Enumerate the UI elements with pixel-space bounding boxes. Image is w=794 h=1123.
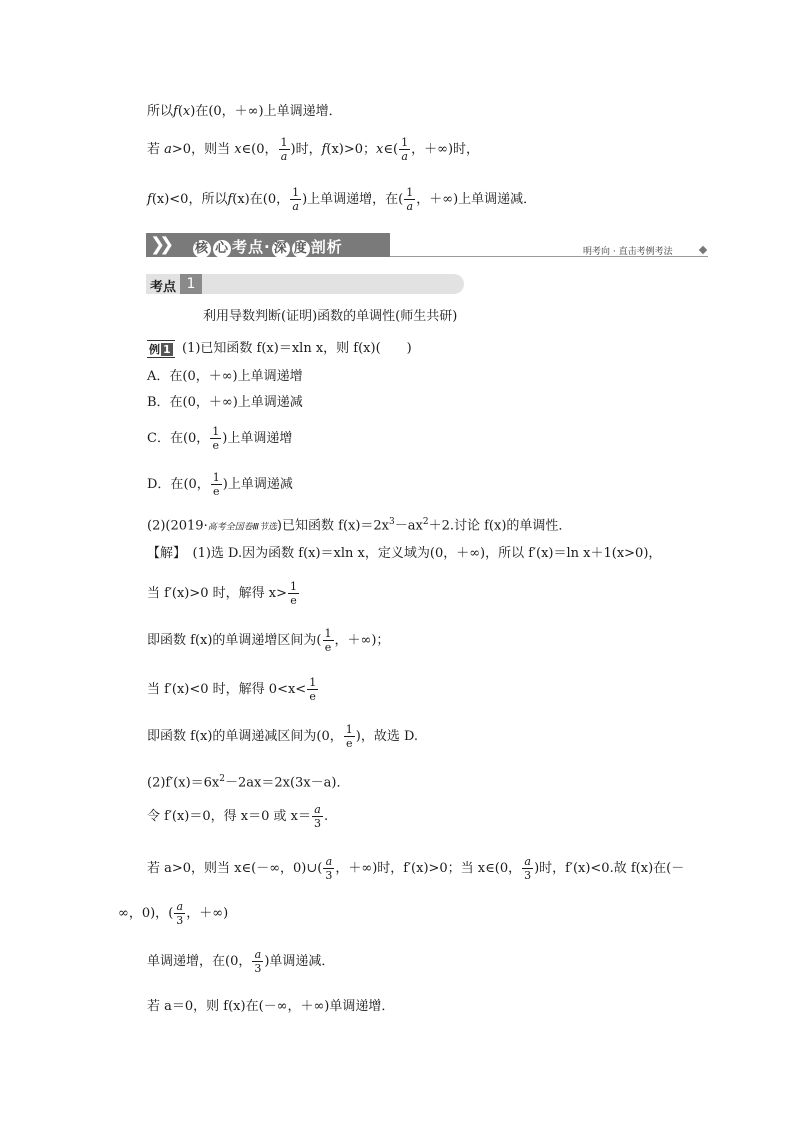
solution-line-8: 若 a>0，则当 x∈(－∞，0)∪( $\frac{a}{3}$ ，＋∞)时，f′(x)>0；当 x∈(0， $\frac{a}{3}$ )时，f′(x)<0.故 f(x)在(－	[147, 855, 685, 882]
solution-line-2: 当 f′(x)>0 时，解得 x> $\frac{1}{e}$	[147, 580, 298, 607]
example-stem: (1)已知函数 f(x)＝xln x，则 f(x)( )	[182, 341, 412, 356]
solution-line-4: 当 f′(x)<0 时，解得 0<x< $\frac{1}{e}$	[147, 676, 317, 703]
diamond-icon	[699, 246, 707, 254]
fraction-a-over-3-b: $\frac{a}{3}$	[325, 855, 333, 882]
fraction-1-over-e-d: $\frac{1}{e}$	[324, 627, 332, 654]
fraction-a-over-3-c: $\frac{a}{3}$	[524, 855, 532, 882]
fraction-1-over-e: $\frac{1}{e}$	[212, 425, 220, 452]
kaodian-label: 考点	[150, 280, 177, 295]
fraction-1-over-e-e: $\frac{1}{e}$	[309, 676, 317, 703]
fraction-1-over-a-d: $\frac{1}{a}$	[406, 186, 414, 213]
solution-line-7: 令 f′(x)＝0，得 x＝0 或 x＝ $\frac{a}{3}$ .	[147, 803, 329, 830]
solution-line-3: 即函数 f(x)的单调递增区间为( $\frac{1}{e}$ ，＋∞)；	[147, 627, 390, 654]
kaodian-number: 1	[180, 274, 202, 294]
fraction-1-over-e-c: $\frac{1}{e}$	[290, 580, 298, 607]
chevron-right-icon: ❯❯	[150, 234, 169, 255]
section-banner-title: 核 心 考点· 深 度 剖析	[194, 238, 343, 256]
option-a: A．在(0，＋∞)上单调递增	[147, 369, 303, 384]
fraction-a-over-3: $\frac{a}{3}$	[313, 803, 321, 830]
solution-line-1: 【解】 (1)选 D.因为函数 f(x)＝xln x，定义域为(0，＋∞)，所以 f′(x)＝ln x＋1(x>0)，	[147, 546, 662, 561]
option-d: D．在(0， $\frac{1}{e}$ )上单调递减	[147, 471, 293, 498]
line-monotone-increase: 所以f(x)在(0，＋∞)上单调递增．	[147, 104, 342, 119]
banner-subtitle: 明考向 · 直击考例考法	[583, 247, 673, 257]
fraction-1-over-a-c: $\frac{1}{a}$	[292, 186, 300, 213]
fraction-1-over-a-b: $\frac{1}{a}$	[401, 136, 409, 163]
fraction-1-over-e-b: $\frac{1}{e}$	[212, 471, 220, 498]
solution-line-6: $(2)f'(x)=6x^2-2ax=2x(3x-a)$．	[147, 774, 350, 791]
solution-line-9: ∞，0)，( $\frac{a}{3}$ ，＋∞)	[118, 900, 229, 927]
solution-line-5: 即函数 f(x)的单调递减区间为(0， $\frac{1}{e}$ )，故选 D.	[147, 723, 419, 750]
fraction-a-over-3-e: $\frac{a}{3}$	[254, 948, 262, 975]
solution-line-10: 单调递增，在(0， $\frac{a}{3}$ )单调递减．	[147, 948, 335, 975]
example-tag: 例 1	[147, 340, 175, 358]
fraction-a-over-3-d: $\frac{a}{3}$	[176, 900, 184, 927]
fraction-1-over-e-f: $\frac{1}{e}$	[345, 723, 353, 750]
fraction-1-over-a: $\frac{1}{a}$	[280, 136, 288, 163]
option-c: C．在(0， $\frac{1}{e}$ )上单调递增	[147, 425, 293, 452]
topic-subtitle: 利用导数判断(证明)函数的单调性(师生共研)	[203, 309, 458, 324]
solution-line-11: 若 a＝0，则 f(x)在(－∞，＋∞)单调递增．	[147, 999, 395, 1014]
line-conclusion-a-positive: f(x)<0，所以f(x)在(0， $\frac{1}{a}$ )上单调递增，在( $\frac{1}{a}$ ，＋∞)上单调递减．	[147, 186, 537, 213]
option-b: B．在(0，＋∞)上单调递减	[147, 395, 303, 410]
line-case-a-positive: 若 a>0，则当 x∈(0， $\frac{1}{a}$ )时，f(x)>0；x∈( $\frac{1}{a}$ ，＋∞)时，	[147, 136, 480, 163]
question-2: (2)(2019·高考全国卷Ⅲ节选)已知函数 $f(x)=2x^3-ax^2+2$.讨论 f(x)的单调性．	[147, 517, 572, 534]
